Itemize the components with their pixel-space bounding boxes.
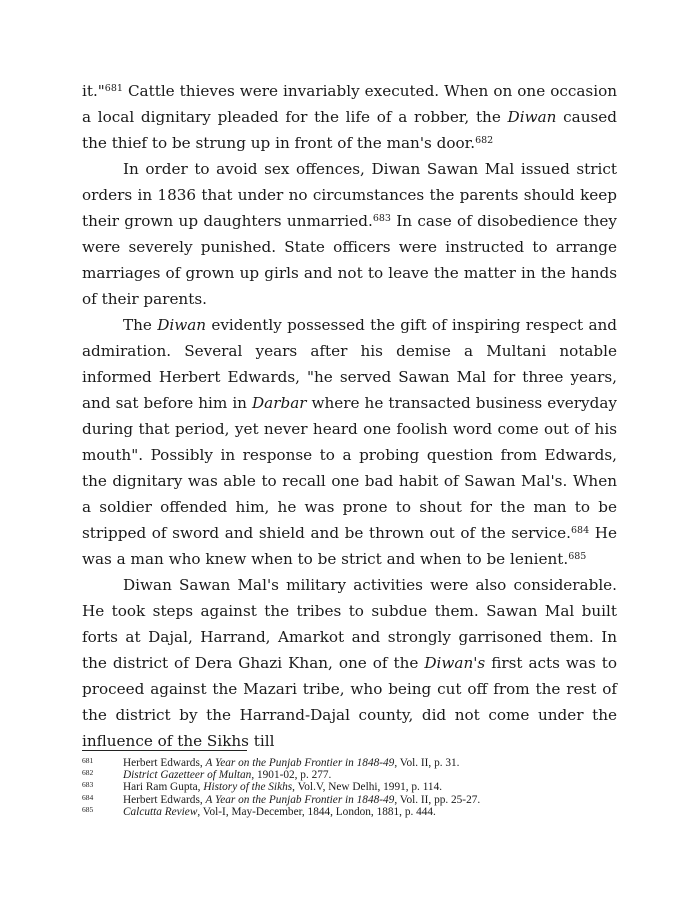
footnote-reference: 683 — [372, 213, 391, 224]
footnote-number: 683 — [82, 780, 94, 790]
text-run: In order to avoid sex offences, Diwan Sawan Mal issued strict orders in 1836 that under no circumstances the parents should keep their grown up daughters unmarried. — [82, 160, 617, 230]
text-run: , Vol-I, May-December, 1844, London, 1881, p. 444. — [197, 805, 436, 818]
italic-text: Diwan's — [424, 654, 486, 672]
footnote-number: 685 — [82, 804, 94, 814]
text-run: where he transacted business everyday during that period, yet never heard one foolish word come out of his mouth". Possibly in response to a probing question from Edwards, the dignitary was able to recall one bad habit of Sawan Mal's. When a soldier offended him, he was prone to shout for the man to be stripped of sword and shield and be thrown out of the service. — [82, 394, 617, 542]
text-run: In case of disobedience they were severely punished. State officers were instructed to arrange marriages of grown up girls and not to leave the matter in the hands of their parents. — [82, 212, 617, 308]
italic-text: Calcutta Review — [123, 805, 198, 818]
text-run: , Vol.V, New Delhi, 1991, p. 114. — [292, 781, 443, 794]
text-run: He was a man who knew when to be strict and when to be lenient. — [82, 524, 617, 568]
paragraph — [82, 78, 617, 156]
footnote-reference: 685 — [568, 551, 587, 562]
footnote-text — [123, 769, 331, 781]
italic-text: Diwan — [507, 108, 557, 126]
footnote — [82, 769, 617, 781]
paragraph — [82, 156, 617, 312]
text-run: , 1901-02, p. 277. — [251, 769, 332, 782]
italic-text: Darbar — [251, 394, 307, 412]
text-run: it." — [82, 82, 105, 100]
footnote-text — [123, 757, 459, 769]
text-run: Cattle thieves were invariably executed. When on one occasion a local dignitary pleaded for the life of a robber, the — [82, 82, 617, 126]
paragraph — [82, 312, 617, 572]
footnote-reference: 682 — [475, 135, 494, 146]
text-run: , Vol. II, pp. 25-27. — [394, 793, 481, 806]
footnote-number: 682 — [82, 768, 94, 778]
italic-text: Diwan — [157, 316, 207, 334]
italic-text: A Year on the Punjab Frontier in 1848-49 — [205, 793, 395, 806]
footnote — [82, 781, 617, 793]
footnote — [82, 757, 617, 769]
text-run: Diwan Sawan Mal's military activities were also considerable. He took steps against the tribes to subdue them. Sawan Mal built forts at Dajal, Harrand, Amarkot and strongly garrisoned them. In the district of Dera Ghazi Khan, one of the — [82, 576, 617, 672]
footnote-reference: 684 — [571, 525, 590, 536]
footnote — [82, 806, 617, 818]
footnote-text — [123, 794, 480, 806]
text-run: Herbert Edwards, — [123, 793, 206, 806]
text-run: The — [123, 316, 158, 334]
body-text — [82, 78, 617, 754]
italic-text: District Gazetteer of Multan — [123, 769, 252, 782]
footnotes — [82, 757, 617, 818]
footnote — [82, 794, 617, 806]
italic-text: History of the Sikhs — [203, 781, 293, 794]
text-run: first acts was to proceed against the Mazari tribe, who being cut off from the rest of the district by the Harrand-Dajal county, did not come under the influence of the Sikhs till — [82, 654, 618, 750]
text-run: Hari Ram Gupta, — [123, 781, 204, 794]
italic-text: A Year on the Punjab Frontier in 1848-49 — [205, 757, 395, 769]
footnote-number: 684 — [82, 792, 94, 802]
footnote-text — [123, 781, 442, 793]
paragraph — [82, 572, 617, 754]
text-run: evidently possessed the gift of inspiring respect and admiration. Several years after his demise a Multani notable informed Herbert Edwards, "he served Sawan Mal for three years, and sat before him in — [82, 316, 617, 412]
footnote-number: 681 — [82, 756, 94, 765]
text-run: Herbert Edwards, — [123, 757, 206, 769]
footnote-text — [123, 806, 436, 818]
footnote-separator — [82, 750, 247, 751]
text-run: caused the thief to be strung up in front of the man's door. — [82, 108, 617, 152]
footnote-reference: 681 — [104, 83, 123, 94]
text-run: , Vol. II, p. 31. — [394, 757, 460, 769]
